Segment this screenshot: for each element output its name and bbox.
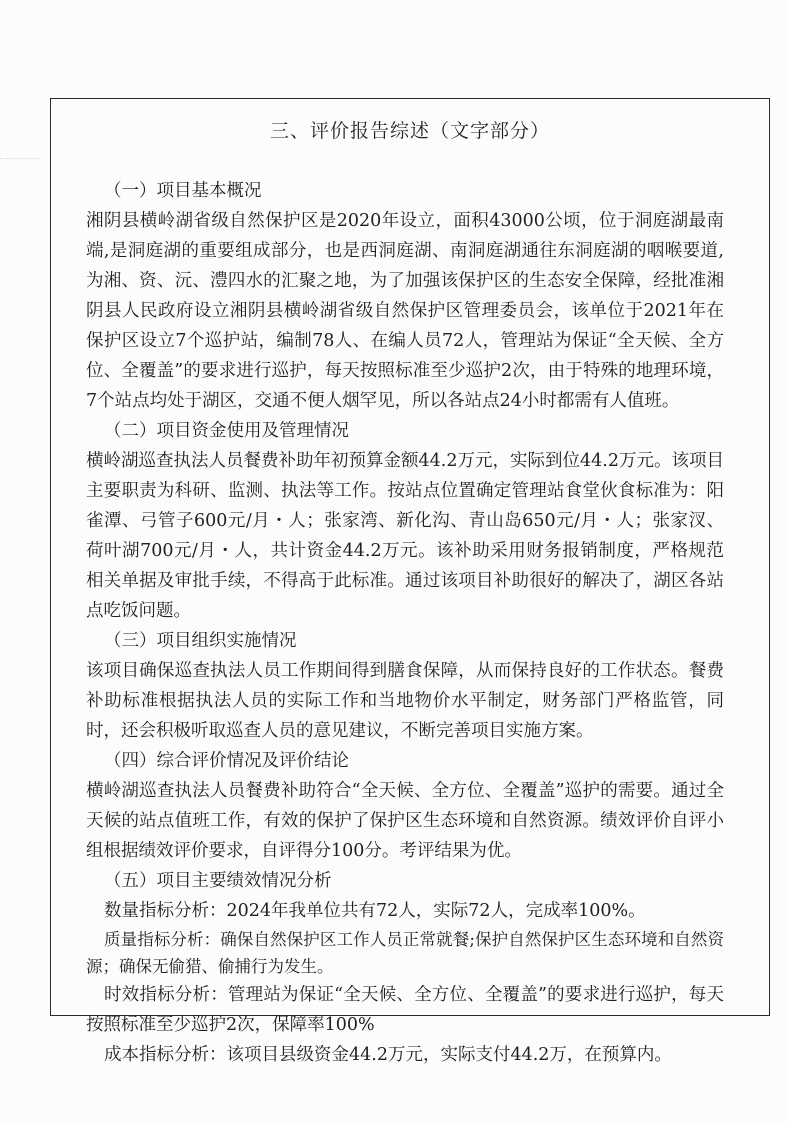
section-1-paragraph: 湘阴县横岭湖省级自然保护区是2020年设立，面积43000公顷，位于洞庭湖最南端,是洞庭湖的重要组成部分，也是西洞庭湖、南洞庭湖通往东洞庭湖的咽喉要道,为湘、资、沅、澧四水的汇聚之地，为了加强该保护区的生态安全保障，经批准湘阴县人民政府设立湘阴县横岭湖省级自然保护区管理委员会，该单位于2021年在保护区设立7个巡护站，编制78人、在编人员72人，管理站为保证“全天候、全方位、全覆盖”的要求进行巡护，每天按照标准至少巡护2次，由于特殊的地理环境，7个站点均处于湖区，交通不便人烟罕见，所以各站点24小时都需有人值班。	[86, 211, 724, 411]
section-heading-1: （一）项目基本概况	[104, 181, 262, 201]
page-title: 三、评价报告综述（文字部分）	[269, 120, 550, 142]
quantity-indicator-paragraph: 数量指标分析：2024年我单位共有72人，实际72人，完成率100%。	[104, 901, 646, 921]
report-body	[86, 176, 724, 1070]
section-heading-5: （五）项目主要绩效情况分析	[104, 871, 332, 891]
section-heading-3: （三）项目组织实施情况	[104, 631, 297, 651]
section-4-paragraph: 横岭湖巡查执法人员餐费补助符合“全天候、全方位、全覆盖”巡护的需要。通过全天候的站点值班工作，有效的保护了保护区生态环境和自然资源。绩效评价自评小组根据绩效评价要求，自评得分100分。考评结果为优。	[86, 781, 724, 861]
timeliness-indicator-paragraph: 时效指标分析：管理站为保证“全天候、全方位、全覆盖”的要求进行巡护，每天按照标准至少巡护2次，保障率100%	[86, 985, 724, 1035]
cost-indicator-paragraph: 成本指标分析：该项目县级资金44.2万元，实际支付44.2万，在预算内。	[104, 1045, 672, 1065]
section-heading-2: （二）项目资金使用及管理情况	[104, 421, 349, 441]
section-3-paragraph: 该项目确保巡查执法人员工作期间得到膳食保障，从而保持良好的工作状态。餐费补助标准根据执法人员的实际工作和当地物价水平制定，财务部门严格监管，同时，还会积极听取巡查人员的意见建议，不断完善项目实施方案。	[86, 661, 724, 741]
section-2-paragraph: 横岭湖巡查执法人员餐费补助年初预算金额44.2万元，实际到位44.2万元。该项目主要职责为科研、监测、执法等工作。按站点位置确定管理站食堂伙食标准为：阳雀潭、弓管子600元/月・人；张家湾、新化沟、青山岛650元/月・人；张家汊、荷叶湖700元/月・人，共计资金44.2万元。该补助采用财务报销制度，严格规范相关单据及审批手续，不得高于此标准。通过该项目补助很好的解决了，湖区各站点吃饭问题。	[86, 451, 724, 621]
section-heading-4: （四）综合评价情况及评价结论	[104, 751, 349, 771]
quality-indicator-paragraph: 质量指标分析：确保自然保护区工作人员正常就餐;保护自然保护区生态环境和自然资源；确保无偷猎、偷捕行为发生。	[86, 930, 724, 976]
scan-artifact	[0, 158, 40, 159]
